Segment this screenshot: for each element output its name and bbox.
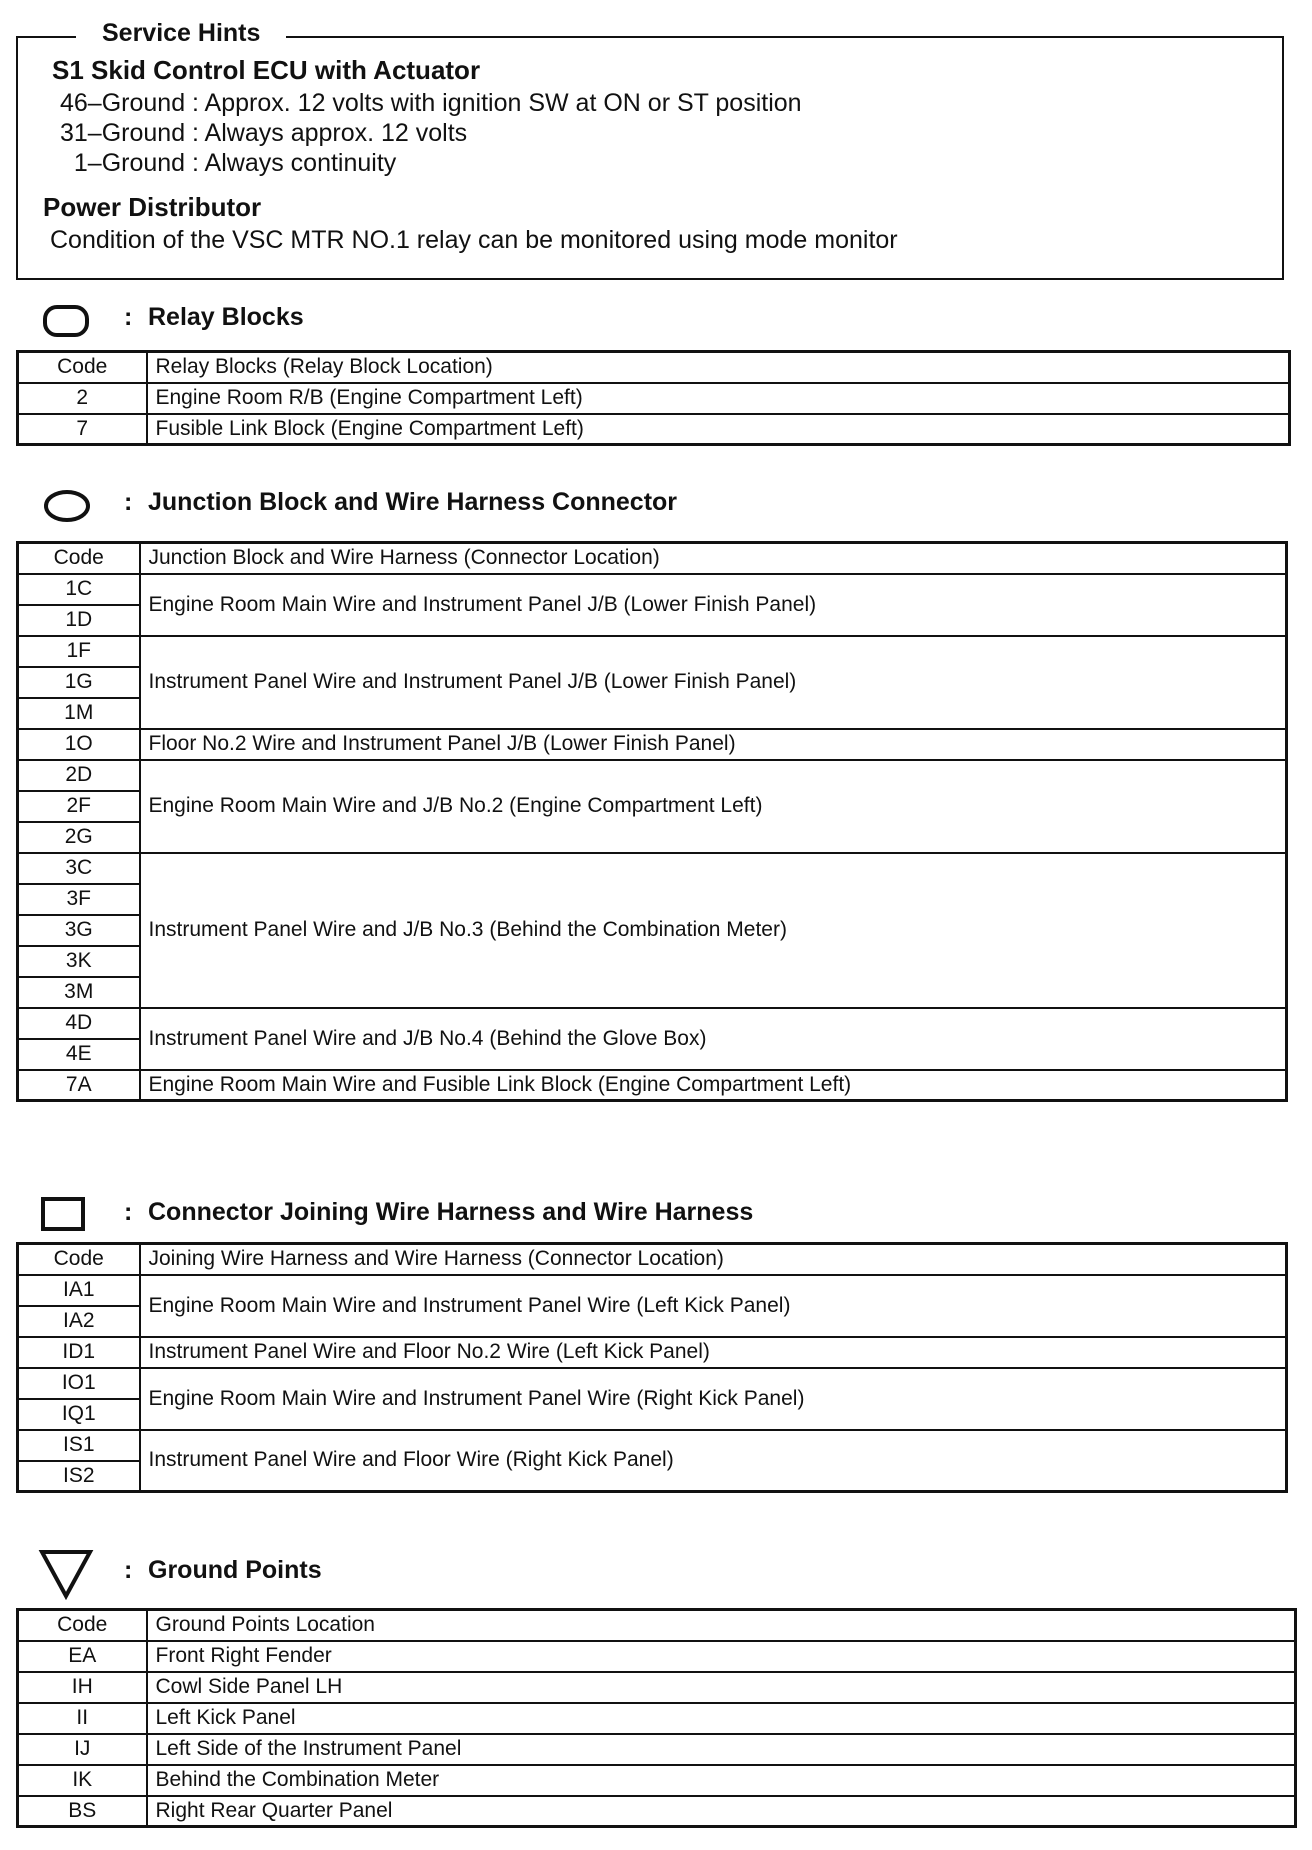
table-row (18, 1672, 1296, 1703)
row-code: 3M (18, 977, 140, 1008)
row-desc: Engine Room Main Wire and Fusible Link Block (Engine Compartment Left) (140, 1070, 1287, 1101)
header-code: Code (18, 1244, 140, 1275)
row-code: IS1 (18, 1430, 140, 1461)
header-desc: Joining Wire Harness and Wire Harness (Connector Location) (140, 1244, 1287, 1275)
s1-heading: S1 Skid Control ECU with Actuator (52, 55, 481, 85)
relay-blocks-heading: Relay Blocks (148, 303, 304, 331)
row-desc: Instrument Panel Wire and J/B No.3 (Behind the Combination Meter) (140, 853, 1287, 1008)
row-code: IH (18, 1672, 147, 1703)
row-code: 1C (18, 574, 140, 605)
row-code: 3F (18, 884, 140, 915)
table-row (18, 760, 1287, 791)
table-row (18, 1008, 1287, 1039)
table-row (18, 1275, 1287, 1306)
table-row (18, 383, 1290, 414)
power-distributor-heading: Power Distributor (43, 192, 262, 222)
row-code: 1O (18, 729, 140, 760)
connector-table (16, 1242, 1288, 1493)
row-desc: Front Right Fender (147, 1641, 1296, 1672)
row-code: 1F (18, 636, 140, 667)
table-row (18, 1703, 1296, 1734)
row-code: 4D (18, 1008, 140, 1039)
service-hints-title: Service Hints (76, 18, 286, 48)
row-desc: Engine Room Main Wire and Instrument Panel J/B (Lower Finish Panel) (140, 574, 1287, 636)
row-code: IK (18, 1765, 147, 1796)
row-code: 3G (18, 915, 140, 946)
rounded-rect-icon (42, 304, 90, 338)
table-row (18, 574, 1287, 605)
table-header-row (18, 1244, 1287, 1275)
row-code: 7A (18, 1070, 140, 1101)
table-row (18, 1337, 1287, 1368)
row-desc: Instrument Panel Wire and J/B No.4 (Behind the Glove Box) (140, 1008, 1287, 1070)
row-code: 1M (18, 698, 140, 729)
table-row (18, 1430, 1287, 1461)
row-desc: Left Side of the Instrument Panel (147, 1734, 1296, 1765)
table-row (18, 636, 1287, 667)
row-desc: Fusible Link Block (Engine Compartment Left) (147, 414, 1290, 445)
s1-line-3: 1–Ground : Always continuity (60, 149, 397, 177)
row-code: IA2 (18, 1306, 140, 1337)
row-desc: Instrument Panel Wire and Floor Wire (Right Kick Panel) (140, 1430, 1287, 1492)
row-code: IJ (18, 1734, 147, 1765)
row-desc: Instrument Panel Wire and Floor No.2 Wire (Left Kick Panel) (140, 1337, 1287, 1368)
row-desc: Right Rear Quarter Panel (147, 1796, 1296, 1827)
power-distributor-line: Condition of the VSC MTR NO.1 relay can be monitored using mode monitor (50, 226, 898, 254)
ground-colon: : (124, 1556, 133, 1584)
ground-points-table (16, 1608, 1297, 1828)
header-desc: Junction Block and Wire Harness (Connector Location) (140, 543, 1287, 574)
junction-colon: : (124, 488, 133, 516)
s1-line-2: 31–Ground : Always approx. 12 volts (60, 119, 468, 147)
row-code: II (18, 1703, 147, 1734)
row-code: 2D (18, 760, 140, 791)
square-icon (40, 1196, 86, 1232)
row-code: 7 (18, 414, 147, 445)
row-code: IO1 (18, 1368, 140, 1399)
row-desc: Left Kick Panel (147, 1703, 1296, 1734)
table-header-row (18, 543, 1287, 574)
row-desc: Cowl Side Panel LH (147, 1672, 1296, 1703)
row-code: 2F (18, 791, 140, 822)
row-desc: Floor No.2 Wire and Instrument Panel J/B (Lower Finish Panel) (140, 729, 1287, 760)
row-desc: Engine Room Main Wire and Instrument Panel Wire (Left Kick Panel) (140, 1275, 1287, 1337)
down-triangle-icon (38, 1548, 94, 1600)
row-code: 2 (18, 383, 147, 414)
row-desc: Instrument Panel Wire and Instrument Panel J/B (Lower Finish Panel) (140, 636, 1287, 729)
row-code: 1D (18, 605, 140, 636)
junction-heading: Junction Block and Wire Harness Connector (148, 488, 678, 516)
relay-blocks-table (16, 350, 1291, 446)
header-desc: Ground Points Location (147, 1610, 1296, 1641)
relay-blocks-colon: : (124, 303, 133, 331)
connector-heading: Connector Joining Wire Harness and Wire Harness (148, 1198, 754, 1226)
ground-heading: Ground Points (148, 1556, 322, 1584)
junction-table (16, 541, 1288, 1102)
row-desc: Engine Room R/B (Engine Compartment Left) (147, 383, 1290, 414)
s1-line-1: 46–Ground : Approx. 12 volts with ignition SW at ON or ST position (60, 89, 802, 117)
table-row (18, 853, 1287, 884)
row-desc: Engine Room Main Wire and Instrument Panel Wire (Right Kick Panel) (140, 1368, 1287, 1430)
row-code: ID1 (18, 1337, 140, 1368)
table-row (18, 1734, 1296, 1765)
table-row (18, 1070, 1287, 1101)
table-header-row (18, 1610, 1296, 1641)
row-code: 2G (18, 822, 140, 853)
table-row (18, 729, 1287, 760)
connector-colon: : (124, 1198, 133, 1226)
row-code: IS2 (18, 1461, 140, 1492)
header-code: Code (18, 543, 140, 574)
table-row (18, 1368, 1287, 1399)
row-desc: Behind the Combination Meter (147, 1765, 1296, 1796)
row-code: BS (18, 1796, 147, 1827)
table-row (18, 1796, 1296, 1827)
header-desc: Relay Blocks (Relay Block Location) (147, 352, 1290, 383)
row-code: 3C (18, 853, 140, 884)
row-desc: Engine Room Main Wire and J/B No.2 (Engine Compartment Left) (140, 760, 1287, 853)
row-code: IQ1 (18, 1399, 140, 1430)
row-code: EA (18, 1641, 147, 1672)
row-code: 3K (18, 946, 140, 977)
table-row (18, 1641, 1296, 1672)
table-row (18, 414, 1290, 445)
header-code: Code (18, 352, 147, 383)
oval-icon (42, 488, 92, 524)
table-row (18, 1765, 1296, 1796)
table-header-row (18, 352, 1290, 383)
row-code: 4E (18, 1039, 140, 1070)
header-code: Code (18, 1610, 147, 1641)
row-code: IA1 (18, 1275, 140, 1306)
row-code: 1G (18, 667, 140, 698)
